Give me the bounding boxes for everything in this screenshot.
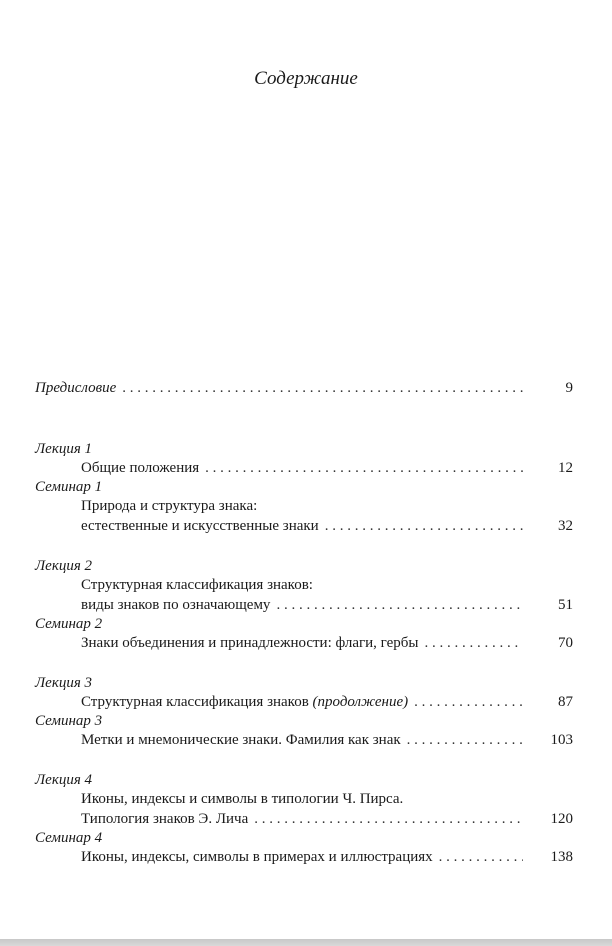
dot-leader xyxy=(439,847,523,867)
toc-page-number: 103 xyxy=(550,732,573,748)
dot-leader xyxy=(254,809,523,829)
toc-entry-title: естественные и искусственные знаки xyxy=(81,518,319,534)
toc-page-number: 87 xyxy=(558,694,573,710)
toc-block-1 xyxy=(35,440,573,536)
toc-entry-title: Иконы, индексы, символы в примерах и иллюстрациях xyxy=(81,849,433,865)
toc-entry-title-main: Структурная классификация знаков xyxy=(81,694,309,710)
toc-page-number: 32 xyxy=(558,518,573,534)
toc-entry-line: Иконы, индексы и символы в типологии Ч. Пирса. xyxy=(81,791,404,807)
dot-leader xyxy=(325,516,523,536)
dot-leader xyxy=(122,378,523,398)
dot-leader xyxy=(407,730,523,750)
toc-entry-title: Общие положения xyxy=(81,460,200,476)
table-of-contents xyxy=(35,378,573,867)
lecture-label: Лекция 1 xyxy=(35,441,93,457)
toc-block-3 xyxy=(35,674,573,750)
toc-entry xyxy=(35,516,573,536)
toc-page-number: 70 xyxy=(558,635,573,651)
toc-entry-title: Предисловие xyxy=(35,380,117,396)
seminar-label: Семинар 3 xyxy=(35,713,103,729)
toc-entry xyxy=(35,730,573,750)
toc-entry xyxy=(35,633,573,653)
toc-entry xyxy=(35,458,573,478)
toc-entry xyxy=(35,692,573,712)
toc-block-4 xyxy=(35,771,573,867)
toc-page-number: 138 xyxy=(550,849,573,865)
toc-entry-title: Метки и мнемонические знаки. Фамилия как знак xyxy=(81,732,401,748)
page-title: Содержание xyxy=(254,68,358,89)
toc-page-number: 51 xyxy=(558,597,573,613)
toc-page-number: 9 xyxy=(565,380,573,396)
toc-entry xyxy=(35,847,573,867)
toc-preface xyxy=(35,378,573,398)
toc-block-2 xyxy=(35,557,573,653)
toc-entry-title xyxy=(81,692,408,712)
toc-entry-title: Знаки объединения и принадлежности: флаги, гербы xyxy=(81,635,419,651)
seminar-label: Семинар 4 xyxy=(35,830,103,846)
seminar-label: Семинар 1 xyxy=(35,479,103,495)
toc-entry xyxy=(35,809,573,829)
page-bottom-edge xyxy=(0,939,612,946)
dot-leader xyxy=(276,595,523,615)
toc-page-number: 120 xyxy=(550,811,573,827)
toc-entry xyxy=(35,595,573,615)
lecture-label: Лекция 2 xyxy=(35,558,93,574)
toc-entry-line: Природа и структура знака: xyxy=(81,498,258,514)
lecture-label: Лекция 4 xyxy=(35,772,93,788)
toc-entry-title-italic: (продолжение) xyxy=(312,694,409,710)
toc-page-number: 12 xyxy=(558,460,573,476)
toc-entry-line: Структурная классификация знаков: xyxy=(81,577,313,593)
dot-leader xyxy=(205,458,523,478)
seminar-label: Семинар 2 xyxy=(35,616,103,632)
toc-entry-title: виды знаков по означающему xyxy=(81,597,271,613)
dot-leader xyxy=(425,633,524,653)
toc-entry-title: Типология знаков Э. Лича xyxy=(81,811,249,827)
toc-entry xyxy=(35,378,573,398)
dot-leader xyxy=(414,692,523,712)
lecture-label: Лекция 3 xyxy=(35,675,93,691)
